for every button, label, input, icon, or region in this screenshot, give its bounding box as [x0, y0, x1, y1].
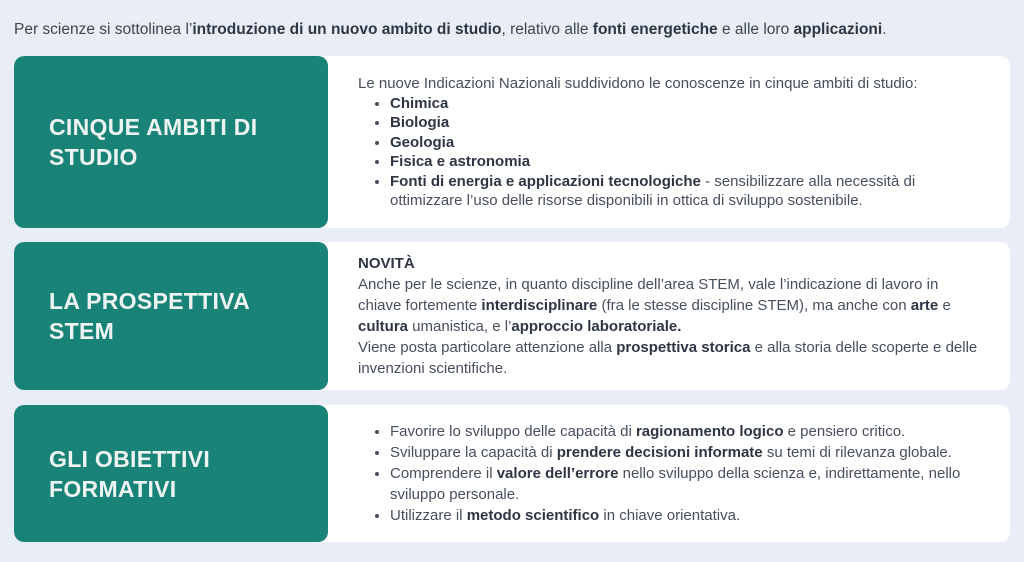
bold-text: Geologia [390, 133, 455, 151]
obiettivi-formativi-title: GLI OBIETTIVI FORMATIVI [49, 445, 211, 502]
text: , relativo alle [501, 21, 593, 38]
intro-text [14, 19, 1010, 41]
text: Anche per le scienze, in quanto discipline dell’area STEM, vale l’indicazione di lavoro in chiave fortemente [358, 276, 939, 314]
list-item [390, 133, 984, 153]
bold-text: introduzione di un nuovo ambito di studio [192, 21, 502, 38]
text: e alla storia delle scoperte e delle invenzioni scientifiche. [358, 339, 978, 377]
bold-text: Fonti di energia e applicazioni tecnologiche [390, 172, 701, 190]
cinque-ambiti-content [328, 56, 1010, 228]
text: - sensibilizzare alla necessità di ottimizzare l’uso delle risorse disponibili in ottica di sviluppo sostenibile. [390, 172, 916, 209]
list-item [390, 463, 984, 505]
bold-text: valore dell’errore [496, 465, 619, 482]
text: Comprendere il [390, 465, 497, 482]
bold-text: prendere decisioni informate [556, 444, 763, 461]
bold-text: Chimica [390, 94, 449, 112]
section-obiettivi-formativi [14, 405, 1010, 542]
text: Sviluppare la capacità di [390, 444, 557, 461]
novita-heading [358, 253, 984, 274]
bold-text: fonti energetiche [592, 21, 718, 38]
obiettivi-formativi-title-box [14, 405, 328, 542]
list-item [390, 421, 984, 442]
bold-text: metodo scientifico [466, 507, 600, 524]
text: su temi di rilevanza globale. [762, 444, 952, 461]
obiettivi-formativi-content [328, 405, 1010, 542]
ambiti-list [358, 94, 984, 211]
cinque-ambiti-lead [358, 74, 984, 94]
list-item [390, 505, 984, 526]
cinque-ambiti-title: CINQUE AMBITI DI STUDIO [49, 114, 258, 170]
prospettiva-paragraph-2 [358, 337, 984, 379]
text: e alle loro [717, 21, 794, 38]
bold-text: Biologia [390, 114, 450, 131]
text: e [938, 297, 951, 314]
bold-text: interdisciplinare [481, 297, 598, 314]
text: . [882, 21, 887, 38]
list-item [390, 442, 984, 463]
text: e pensiero critico. [783, 423, 906, 440]
prospettiva-stem-title-box [14, 242, 328, 390]
bold-text: prospettiva storica [616, 339, 751, 356]
prospettiva-paragraph-1 [358, 274, 984, 337]
text: (fra le stesse discipline STEM), ma anche con [597, 297, 911, 314]
cinque-ambiti-title-box [14, 56, 328, 228]
text: Utilizzare il [390, 507, 467, 524]
list-item [390, 113, 984, 133]
prospettiva-stem-content [328, 242, 1010, 390]
bold-text: applicazioni [793, 21, 883, 38]
text: nello sviluppo della scienza e, indirettamente, nello sviluppo personale. [390, 465, 961, 503]
bold-text: Fisica e astronomia [390, 153, 531, 170]
section-cinque-ambiti [14, 56, 1010, 228]
bold-text: NOVITÀ [358, 255, 415, 272]
bold-text: approccio laboratoriale. [511, 318, 682, 335]
list-item [390, 152, 984, 172]
list-item [390, 94, 984, 114]
text: umanistica, e l’ [408, 318, 512, 335]
prospettiva-stem-title: LA PROSPETTIVA STEM [49, 288, 250, 344]
text: Per scienze si sottolinea l’ [14, 21, 193, 38]
bold-text: arte [910, 297, 939, 314]
text: Le nuove Indicazioni Nazionali suddividono le conoscenze in cinque ambiti di studio: [358, 74, 918, 92]
text: Viene posta particolare attenzione alla [358, 339, 617, 356]
bold-text: ragionamento logico [635, 423, 784, 440]
obiettivi-list [358, 421, 984, 526]
text: in chiave orientativa. [599, 507, 741, 524]
section-prospettiva-stem [14, 242, 1010, 390]
text: Favorire lo sviluppo delle capacità di [390, 423, 636, 440]
bold-text: cultura [358, 318, 409, 335]
list-item [390, 172, 984, 211]
